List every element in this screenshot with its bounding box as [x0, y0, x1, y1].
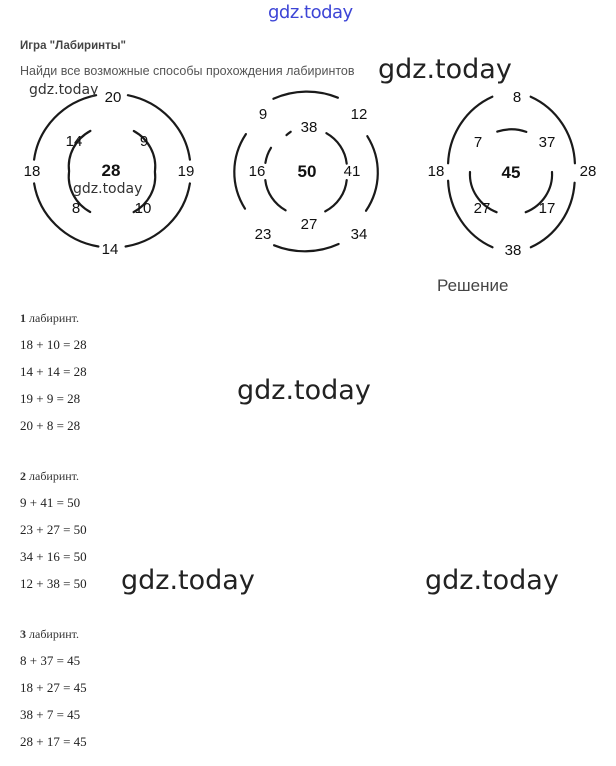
maze-1-inner-br: 10 — [134, 200, 152, 217]
maze-3-outer-right: 28 — [579, 163, 597, 180]
maze-2-inner-bottom: 27 — [300, 216, 318, 233]
equation: 20 + 8 = 28 — [20, 418, 81, 433]
maze-3-inner-tr: 37 — [538, 134, 556, 151]
maze-1-heading: 1 лабиринт. — [20, 311, 80, 325]
maze-3-outer-bottom: 38 — [504, 242, 522, 259]
maze-2-outer-bl: 23 — [254, 226, 272, 243]
watermark: gdz.today — [425, 565, 559, 596]
maze-1-inner-tr: 9 — [139, 133, 149, 150]
watermark: gdz.today — [29, 82, 99, 98]
maze-1-outer-top: 20 — [104, 89, 122, 106]
equation: 8 + 37 = 45 — [20, 653, 81, 668]
maze-1-inner-bl: 8 — [71, 200, 81, 217]
task-description: Найди все возможные способы прохождения лабиринтов — [20, 64, 355, 78]
maze-2-outer-tr: 12 — [350, 106, 368, 123]
equation: 14 + 14 = 28 — [20, 364, 87, 379]
maze-3-inner-bl: 27 — [473, 200, 491, 217]
maze-3-outer-left: 18 — [427, 163, 445, 180]
equation: 38 + 7 = 45 — [20, 707, 81, 722]
maze-2-outer-tl: 9 — [258, 106, 268, 123]
solution-heading: Решение — [437, 276, 509, 295]
equation: 23 + 27 = 50 — [20, 522, 87, 537]
equation: 18 + 10 = 28 — [20, 337, 87, 352]
maze-1-outer-right: 19 — [177, 163, 195, 180]
maze-3-heading: 3 лабиринт. — [20, 627, 80, 641]
maze-1-inner-tl: 14 — [65, 133, 83, 150]
maze-3-center: 45 — [501, 163, 521, 182]
maze-2-inner-left: 16 — [248, 163, 266, 180]
maze-1-outer-left: 18 — [23, 163, 41, 180]
maze-2-heading: 2 лабиринт. — [20, 469, 80, 483]
watermark: gdz.today — [378, 54, 512, 85]
mazes-illustration — [0, 80, 616, 260]
maze-2-outer-br: 34 — [350, 226, 368, 243]
maze-2-center: 50 — [297, 162, 317, 181]
maze-2-inner-top: 38 — [300, 119, 318, 136]
maze-2-inner-right: 41 — [343, 163, 361, 180]
equation: 12 + 38 = 50 — [20, 576, 87, 591]
maze-3-inner-br: 17 — [538, 200, 556, 217]
page-title: Игра "Лабиринты" — [20, 40, 126, 52]
equation: 28 + 17 = 45 — [20, 734, 87, 749]
equation: 9 + 41 = 50 — [20, 495, 81, 510]
watermark: gdz.today — [237, 375, 371, 406]
maze-1-outer-bottom: 14 — [101, 241, 119, 258]
watermark: gdz.today — [73, 181, 143, 197]
equation: 34 + 16 = 50 — [20, 549, 87, 564]
maze-1-center: 28 — [101, 161, 121, 180]
maze-3-outer-top: 8 — [512, 89, 522, 106]
maze-3-inner-tl: 7 — [473, 134, 483, 151]
site-logo[interactable]: gdz.today — [268, 2, 353, 23]
equation: 18 + 27 = 45 — [20, 680, 87, 695]
watermark: gdz.today — [121, 565, 255, 596]
equation: 19 + 9 = 28 — [20, 391, 81, 406]
